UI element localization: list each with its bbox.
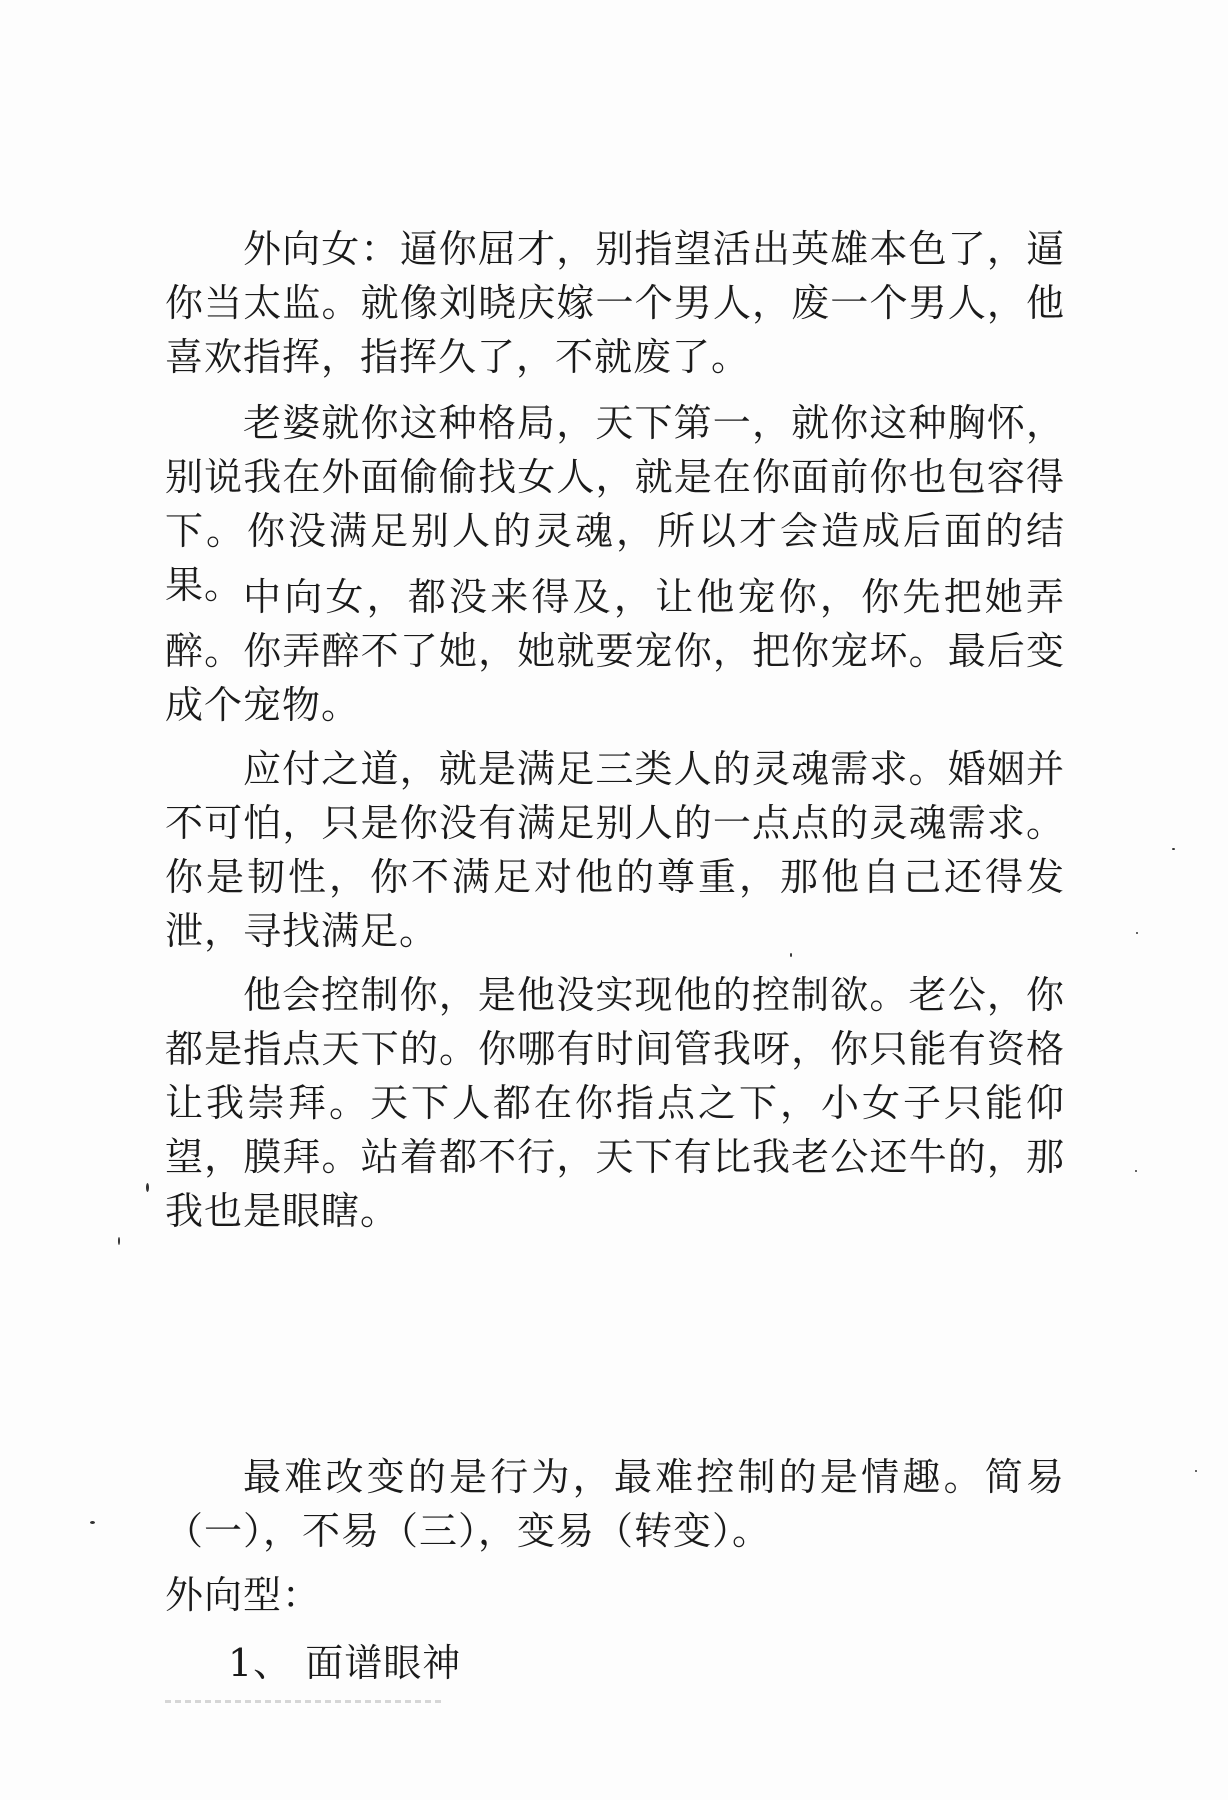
paragraph-behavior-interest: 最难改变的是行为，最难控制的是情趣。简易（一），不易（三），变易（转变）。 [165,1455,1065,1553]
scan-speck [118,1237,120,1245]
scan-speck [146,1183,149,1192]
paragraph-coping-strategy: 应付之道，就是满足三类人的灵魂需求。婚姻并不可怕，只是你没有满足别人的一点点的灵魂需求。你是韧性，你不满足对他的尊重，那他自己还得发泄，寻找满足。 [165,747,1065,953]
paragraph-control: 他会控制你，是他没实现他的控制欲。老公，你都是指点天下的。你哪有时间管我呀，你只能有资格让我崇拜。天下人都在你指点之下，小女子只能仰望，膜拜。站着都不行，天下有比我老公还牛的，那我也是眼瞎。 [165,973,1065,1233]
paragraph-extroverted-woman: 外向女：逼你屈才，别指望活出英雄本色了，逼你当太监。就像刘晓庆嫁一个男人，废一个男人，他喜欢指挥，指挥久了，不就废了。 [165,227,1065,379]
section-heading-extroverted-type: 外向型： [165,1573,322,1617]
scan-speck [1172,848,1175,850]
paragraph-wife-magnanimity: 老婆就你这种格局，天下第一，就你这种胸怀，别说我在外面偷偷找女人，就是在你面前你也包容得下。你没满足别人的灵魂，所以才会造成后面的结果。 [165,401,1065,607]
list-item-face-eyes: 1、 面谱眼神 [228,1641,462,1685]
scan-smudge [165,1700,445,1703]
scan-speck [1195,1470,1197,1472]
paragraph-middle-woman: 中向女，都没来得及，让他宠你，你先把她弄醉。你弄醉不了她，她就要宠你，把你宠坏。最后变成个宠物。 [165,575,1065,727]
scan-speck [790,953,792,957]
scan-speck [1135,1170,1137,1172]
scan-speck [90,1521,95,1524]
scan-speck [1136,932,1138,934]
